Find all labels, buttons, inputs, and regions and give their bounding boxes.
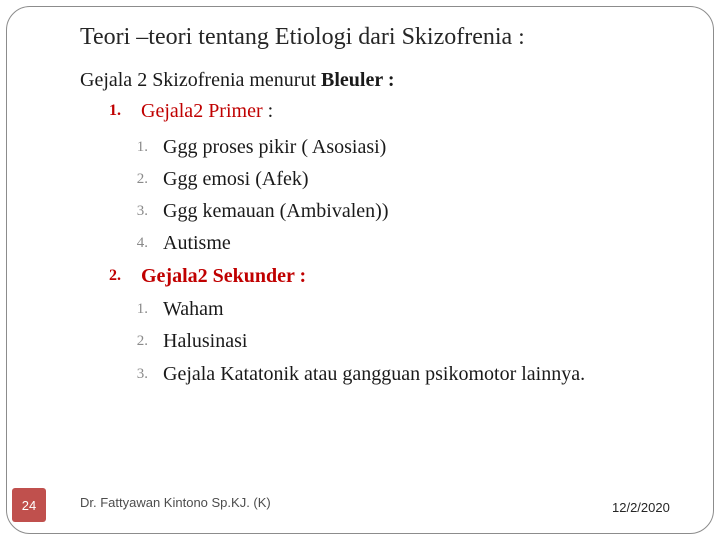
item-number: 1.	[136, 301, 148, 317]
group-heading-suffix: :	[262, 100, 274, 122]
item-number: 2.	[136, 333, 148, 349]
intro-bold: Bleuler :	[321, 69, 395, 91]
slide-title-text: Teori –teori tentang Etiologi dari Skizofrenia	[80, 24, 513, 50]
item-text: Waham	[163, 298, 224, 320]
item-number: 4.	[136, 235, 148, 251]
item-number: 1.	[136, 139, 148, 155]
page-number-badge: 24	[12, 488, 46, 522]
item-text: Autisme	[163, 232, 231, 254]
item-text: Ggg emosi (Afek)	[163, 168, 309, 190]
item-text: Gejala Katatonik atau gangguan psikomotor lainnya.	[163, 363, 586, 385]
footer-date: 12/2/2020	[612, 500, 670, 515]
slide-title-colon: :	[518, 24, 525, 49]
intro-prefix: Gejala 2 Skizofrenia menurut	[80, 69, 322, 91]
item-text: Halusinasi	[163, 330, 248, 352]
group-heading-text: Gejala2 Sekunder :	[141, 265, 307, 287]
item-number: 3.	[136, 366, 148, 382]
item-number: 2.	[136, 171, 148, 187]
item-text: Ggg proses pikir ( Asosiasi)	[163, 136, 387, 158]
group-heading-text: Gejala2 Primer	[141, 100, 263, 122]
item-text: Ggg kemauan (Ambivalen))	[163, 200, 389, 222]
group-number: 1.	[109, 102, 121, 119]
item-number: 3.	[136, 203, 148, 219]
group-number: 2.	[109, 267, 121, 284]
footer-author: Dr. Fattyawan Kintono Sp.KJ. (K)	[80, 495, 271, 510]
group-heading	[141, 263, 306, 289]
group-heading	[141, 98, 273, 124]
